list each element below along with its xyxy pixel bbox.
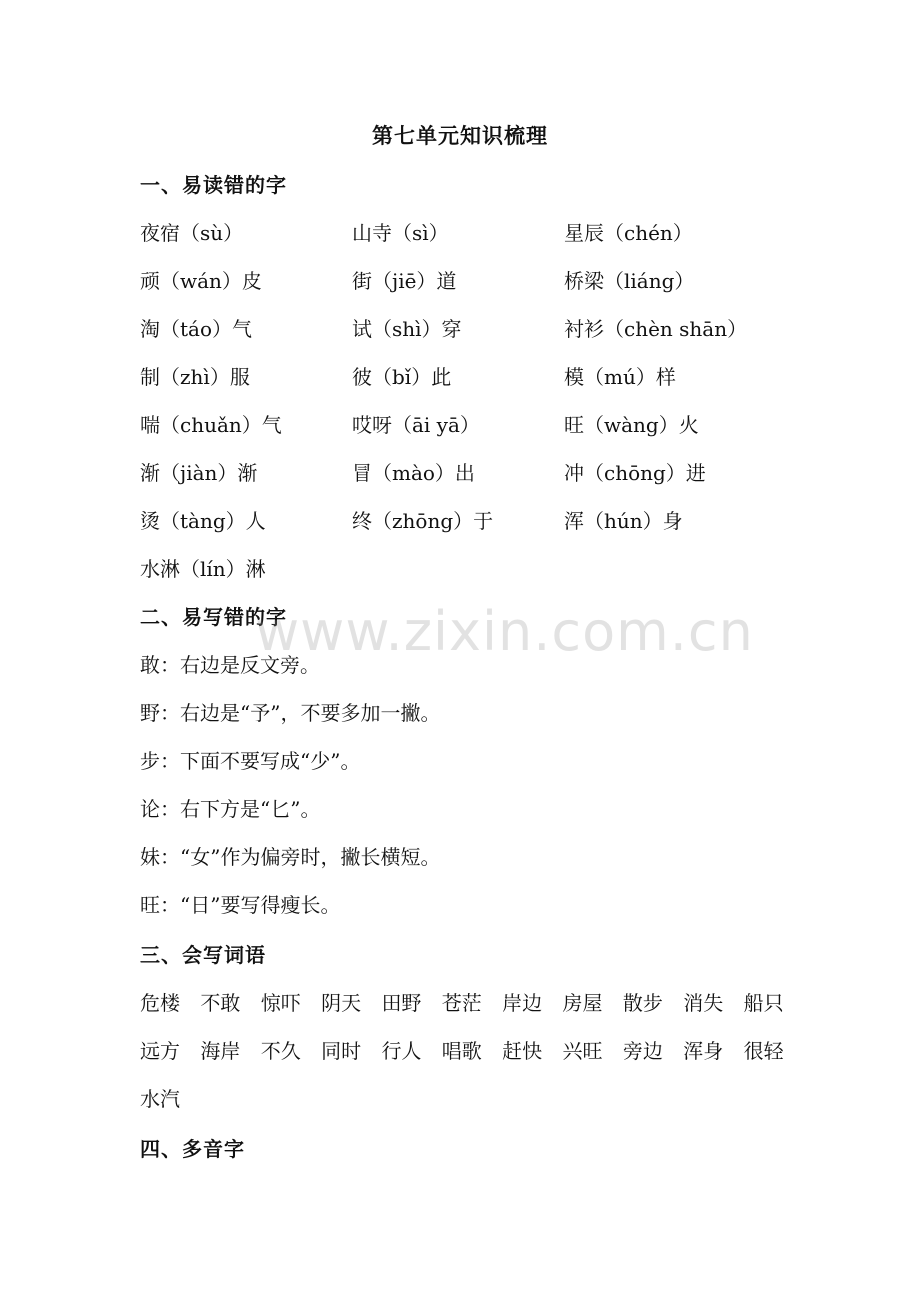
pinyin-item: 彼（bǐ）此 xyxy=(352,365,452,389)
pinyin-item: 桥梁（liáng） xyxy=(564,269,695,293)
pinyin-item: 浑（hún）身 xyxy=(564,509,683,533)
vocabulary-word: 远方 xyxy=(140,1039,180,1063)
writing-note: 步：下面不要写成“少”。 xyxy=(140,749,361,773)
page-title: 第七单元知识梳理 xyxy=(372,123,548,148)
vocabulary-word: 唱歌 xyxy=(441,1039,482,1063)
vocabulary-word: 消失 xyxy=(683,991,724,1015)
vocabulary-word: 散步 xyxy=(622,991,663,1015)
section-heading-misread: 一、易读错的字 xyxy=(140,173,287,197)
pinyin-item: 顽（wán）皮 xyxy=(140,269,262,293)
vocabulary-word: 兴旺 xyxy=(562,1039,603,1063)
vocabulary-word: 不敢 xyxy=(200,991,241,1015)
pinyin-item: 喘（chuǎn）气 xyxy=(140,413,282,437)
vocabulary-word: 赶快 xyxy=(502,1039,543,1063)
vocabulary-row xyxy=(140,1034,798,1068)
vocabulary-row xyxy=(140,1082,194,1116)
vocabulary-word: 不久 xyxy=(260,1039,301,1063)
vocabulary-word: 房屋 xyxy=(562,991,603,1015)
section-heading-miswritten: 二、易写错的字 xyxy=(140,605,287,629)
pinyin-row xyxy=(140,216,840,250)
pinyin-item: 旺（wàng）火 xyxy=(564,413,699,437)
pinyin-item: 试（shì）穿 xyxy=(352,317,462,341)
pinyin-item: 烫（tàng）人 xyxy=(140,509,266,533)
pinyin-item: 制（zhì）服 xyxy=(140,365,250,389)
pinyin-row xyxy=(140,312,840,346)
vocabulary-word: 水汽 xyxy=(140,1087,180,1111)
pinyin-item: 冒（mào）出 xyxy=(352,461,475,485)
pinyin-item: 冲（chōng）进 xyxy=(564,461,706,485)
vocabulary-word: 浑身 xyxy=(683,1039,724,1063)
vocabulary-word: 田野 xyxy=(381,991,422,1015)
pinyin-item: 星辰（chén） xyxy=(564,221,693,245)
pinyin-item: 哎呀（āi yā） xyxy=(352,413,480,437)
pinyin-row xyxy=(140,456,840,490)
vocabulary-word: 船只 xyxy=(743,991,784,1015)
pinyin-row xyxy=(140,360,840,394)
watermark: www.zixin.com.cn xyxy=(255,600,754,663)
pinyin-item: 终（zhōng）于 xyxy=(352,509,494,533)
writing-note: 论：右下方是“匕”。 xyxy=(140,797,321,821)
pinyin-item: 山寺（sì） xyxy=(352,221,449,245)
section-heading-polyphonic: 四、多音字 xyxy=(140,1137,245,1161)
vocabulary-word: 行人 xyxy=(381,1039,422,1063)
pinyin-item: 渐（jiàn）渐 xyxy=(140,461,258,485)
vocabulary-word: 很轻 xyxy=(743,1039,784,1063)
section-heading-vocabulary: 三、会写词语 xyxy=(140,943,266,967)
vocabulary-word: 惊吓 xyxy=(260,991,301,1015)
vocabulary-word: 岸边 xyxy=(502,991,543,1015)
writing-note: 妹：“女”作为偏旁时，撇长横短。 xyxy=(140,845,441,869)
vocabulary-row xyxy=(140,986,798,1020)
pinyin-item: 淘（táo）气 xyxy=(140,317,253,341)
pinyin-item: 水淋（lín）淋 xyxy=(140,557,266,581)
pinyin-item: 夜宿（sù） xyxy=(140,221,244,245)
vocabulary-word: 阴天 xyxy=(321,991,362,1015)
writing-note: 野：右边是“予”，不要多加一撇。 xyxy=(140,701,441,725)
pinyin-item: 街（jiē）道 xyxy=(352,269,457,293)
pinyin-item: 模（mú）样 xyxy=(564,365,676,389)
pinyin-row xyxy=(140,504,840,538)
pinyin-row xyxy=(140,264,840,298)
writing-note: 敢：右边是反文旁。 xyxy=(140,653,320,677)
vocabulary-word: 海岸 xyxy=(200,1039,241,1063)
pinyin-row xyxy=(140,408,840,442)
pinyin-row xyxy=(140,552,840,586)
vocabulary-word: 同时 xyxy=(321,1039,362,1063)
pinyin-item: 衬衫（chèn shān） xyxy=(564,317,748,341)
vocabulary-word: 苍茫 xyxy=(441,991,482,1015)
vocabulary-word: 危楼 xyxy=(140,991,180,1015)
writing-note: 旺：“日”要写得瘦长。 xyxy=(140,893,341,917)
vocabulary-word: 旁边 xyxy=(622,1039,663,1063)
